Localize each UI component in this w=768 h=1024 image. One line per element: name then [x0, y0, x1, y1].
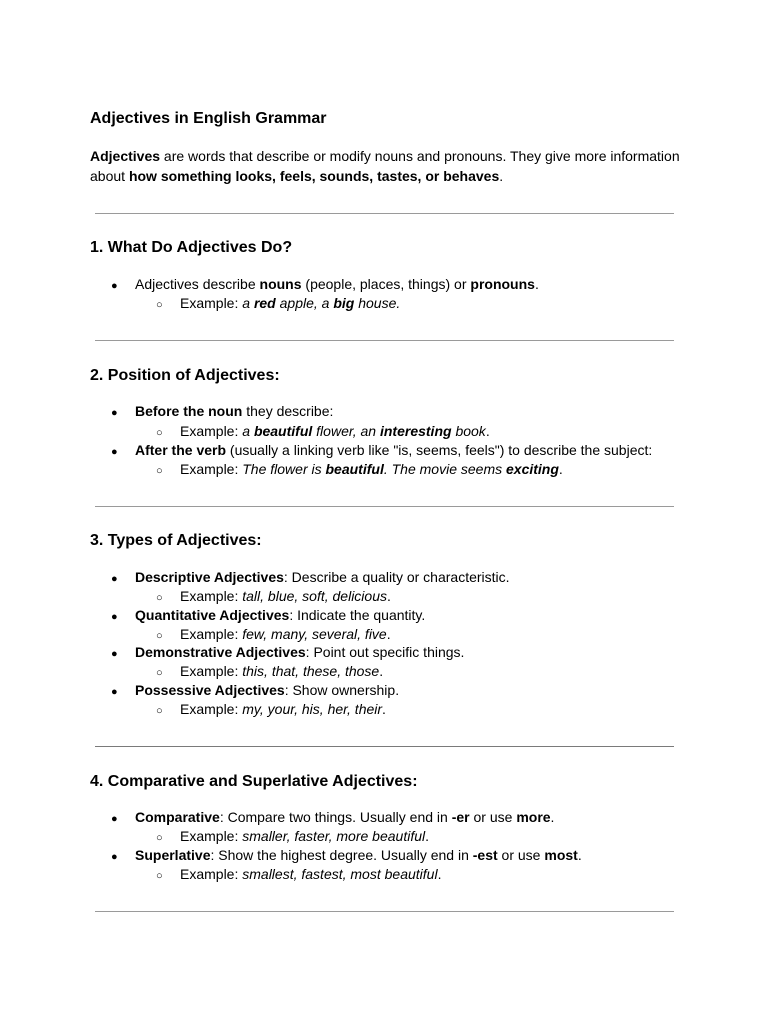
list-item: [111, 275, 539, 296]
bullet-icon: ●: [111, 611, 118, 623]
example-label: Example:: [180, 663, 243, 679]
example-label: Example:: [180, 295, 243, 311]
list-item: [111, 606, 425, 627]
list-text: .: [534, 276, 539, 292]
list-item: [111, 643, 464, 664]
bullet-icon: ●: [111, 686, 118, 698]
bold-term: nouns: [259, 276, 302, 292]
list-text: Adjectives describe: [135, 276, 260, 292]
divider: [95, 911, 674, 912]
intro-bold-phrase: how something looks, feels, sounds, tastes, or behaves: [128, 167, 500, 184]
bold-term: pronouns: [470, 276, 535, 292]
list-text: .: [485, 423, 490, 439]
bold-term: After the verb: [135, 442, 227, 458]
bullet-icon: ●: [111, 813, 118, 825]
list-text: .: [550, 809, 555, 825]
list-text: : Compare two things. Usually end in: [219, 809, 452, 825]
bullet-icon: ●: [111, 573, 118, 585]
example-item: [156, 422, 490, 443]
example-text: smallest, fastest, most beautiful: [242, 866, 438, 882]
example-label: Example:: [180, 828, 243, 844]
list-text: .: [382, 701, 386, 717]
example-label: Example:: [180, 866, 243, 882]
bold-term: Possessive Adjectives: [135, 682, 285, 698]
bullet-icon: ●: [111, 648, 118, 660]
bold-term: -est: [472, 847, 498, 863]
example-text: my, your, his, her, their: [242, 701, 383, 717]
example-label: Example:: [180, 701, 243, 717]
bullet-icon: ●: [111, 851, 118, 863]
intro-paragraph: [90, 147, 690, 186]
sub-bullet-icon: ○: [156, 832, 163, 844]
sub-bullet-icon: ○: [156, 427, 163, 439]
example-text: this, that, these, those: [242, 663, 380, 679]
bullet-icon: ●: [111, 407, 118, 419]
list-text: (usually a linking verb like "is, seems, feels") to describe the subject:: [226, 442, 653, 458]
list-text: .: [437, 866, 442, 882]
example-text: few, many, several, five: [242, 626, 387, 642]
example-text: a red apple, a big house.: [242, 295, 401, 311]
bullet-icon: ●: [111, 280, 118, 292]
list-text: : Describe a quality or characteristic.: [283, 569, 510, 585]
example-label: Example:: [180, 626, 243, 642]
bold-term: most: [544, 847, 578, 863]
example-item: [156, 865, 441, 886]
example-label: Example:: [180, 461, 243, 477]
divider: [95, 340, 674, 341]
list-item: [111, 808, 554, 829]
bold-term: more: [516, 809, 551, 825]
list-item: [111, 402, 333, 423]
bold-term: Descriptive Adjectives: [135, 569, 284, 585]
bold-term: Quantitative Adjectives: [135, 607, 290, 623]
section-heading-2: 2. Position of Adjectives:: [90, 367, 280, 384]
list-text: or use: [497, 847, 545, 863]
sub-bullet-icon: ○: [156, 870, 163, 882]
example-text: a beautiful flower, an interesting book: [242, 423, 486, 439]
example-text: smaller, faster, more beautiful: [242, 828, 426, 844]
section-heading-3: 3. Types of Adjectives:: [90, 532, 262, 549]
example-item: [156, 662, 383, 683]
example-label: Example:: [180, 588, 243, 604]
intro-bold-word: Adjectives: [90, 148, 161, 164]
list-text: : Point out specific things.: [305, 644, 465, 660]
list-text: .: [425, 828, 430, 844]
bold-term: Demonstrative Adjectives: [135, 644, 306, 660]
list-item: [111, 846, 582, 867]
sub-bullet-icon: ○: [156, 465, 163, 477]
sub-bullet-icon: ○: [156, 592, 163, 604]
example-label: Example:: [180, 423, 243, 439]
example-text: tall, blue, soft, delicious: [242, 588, 387, 604]
sub-bullet-icon: ○: [156, 630, 163, 642]
example-item: [156, 587, 391, 608]
intro-text-end: .: [499, 167, 504, 184]
list-text: .: [386, 626, 391, 642]
list-text: .: [379, 663, 384, 679]
list-text: they describe:: [242, 403, 334, 419]
bold-term: Comparative: [135, 809, 220, 825]
example-item: [156, 827, 429, 848]
example-item: [156, 700, 386, 721]
bold-term: Before the noun: [135, 403, 243, 419]
list-text: .: [387, 588, 391, 604]
divider: [95, 746, 674, 747]
bullet-icon: ●: [111, 446, 118, 458]
list-text: : Show ownership.: [284, 682, 400, 698]
bold-term: Superlative: [135, 847, 211, 863]
list-text: (people, places, things) or: [301, 276, 471, 292]
divider: [95, 213, 674, 214]
list-text: .: [577, 847, 582, 863]
bold-term: -er: [451, 809, 470, 825]
sub-bullet-icon: ○: [156, 299, 163, 311]
list-text: : Indicate the quantity.: [289, 607, 426, 623]
list-item: [111, 681, 399, 702]
list-text: : Show the highest degree. Usually end in: [210, 847, 473, 863]
example-text: The flower is beautiful. The movie seems exciting: [242, 461, 559, 477]
divider: [95, 506, 674, 507]
list-text: or use: [469, 809, 517, 825]
page-title: Adjectives in English Grammar: [90, 110, 327, 127]
sub-bullet-icon: ○: [156, 705, 163, 717]
intro-text: are words that describe or modify nouns and pronouns. They give more information about: [90, 148, 680, 184]
list-text: .: [558, 461, 563, 477]
example-item: [156, 294, 400, 315]
example-item: [156, 460, 563, 481]
section-heading-1: 1. What Do Adjectives Do?: [90, 239, 293, 256]
section-heading-4: 4. Comparative and Superlative Adjectives:: [90, 773, 418, 790]
list-item: [111, 441, 652, 462]
sub-bullet-icon: ○: [156, 667, 163, 679]
list-item: [111, 568, 510, 589]
